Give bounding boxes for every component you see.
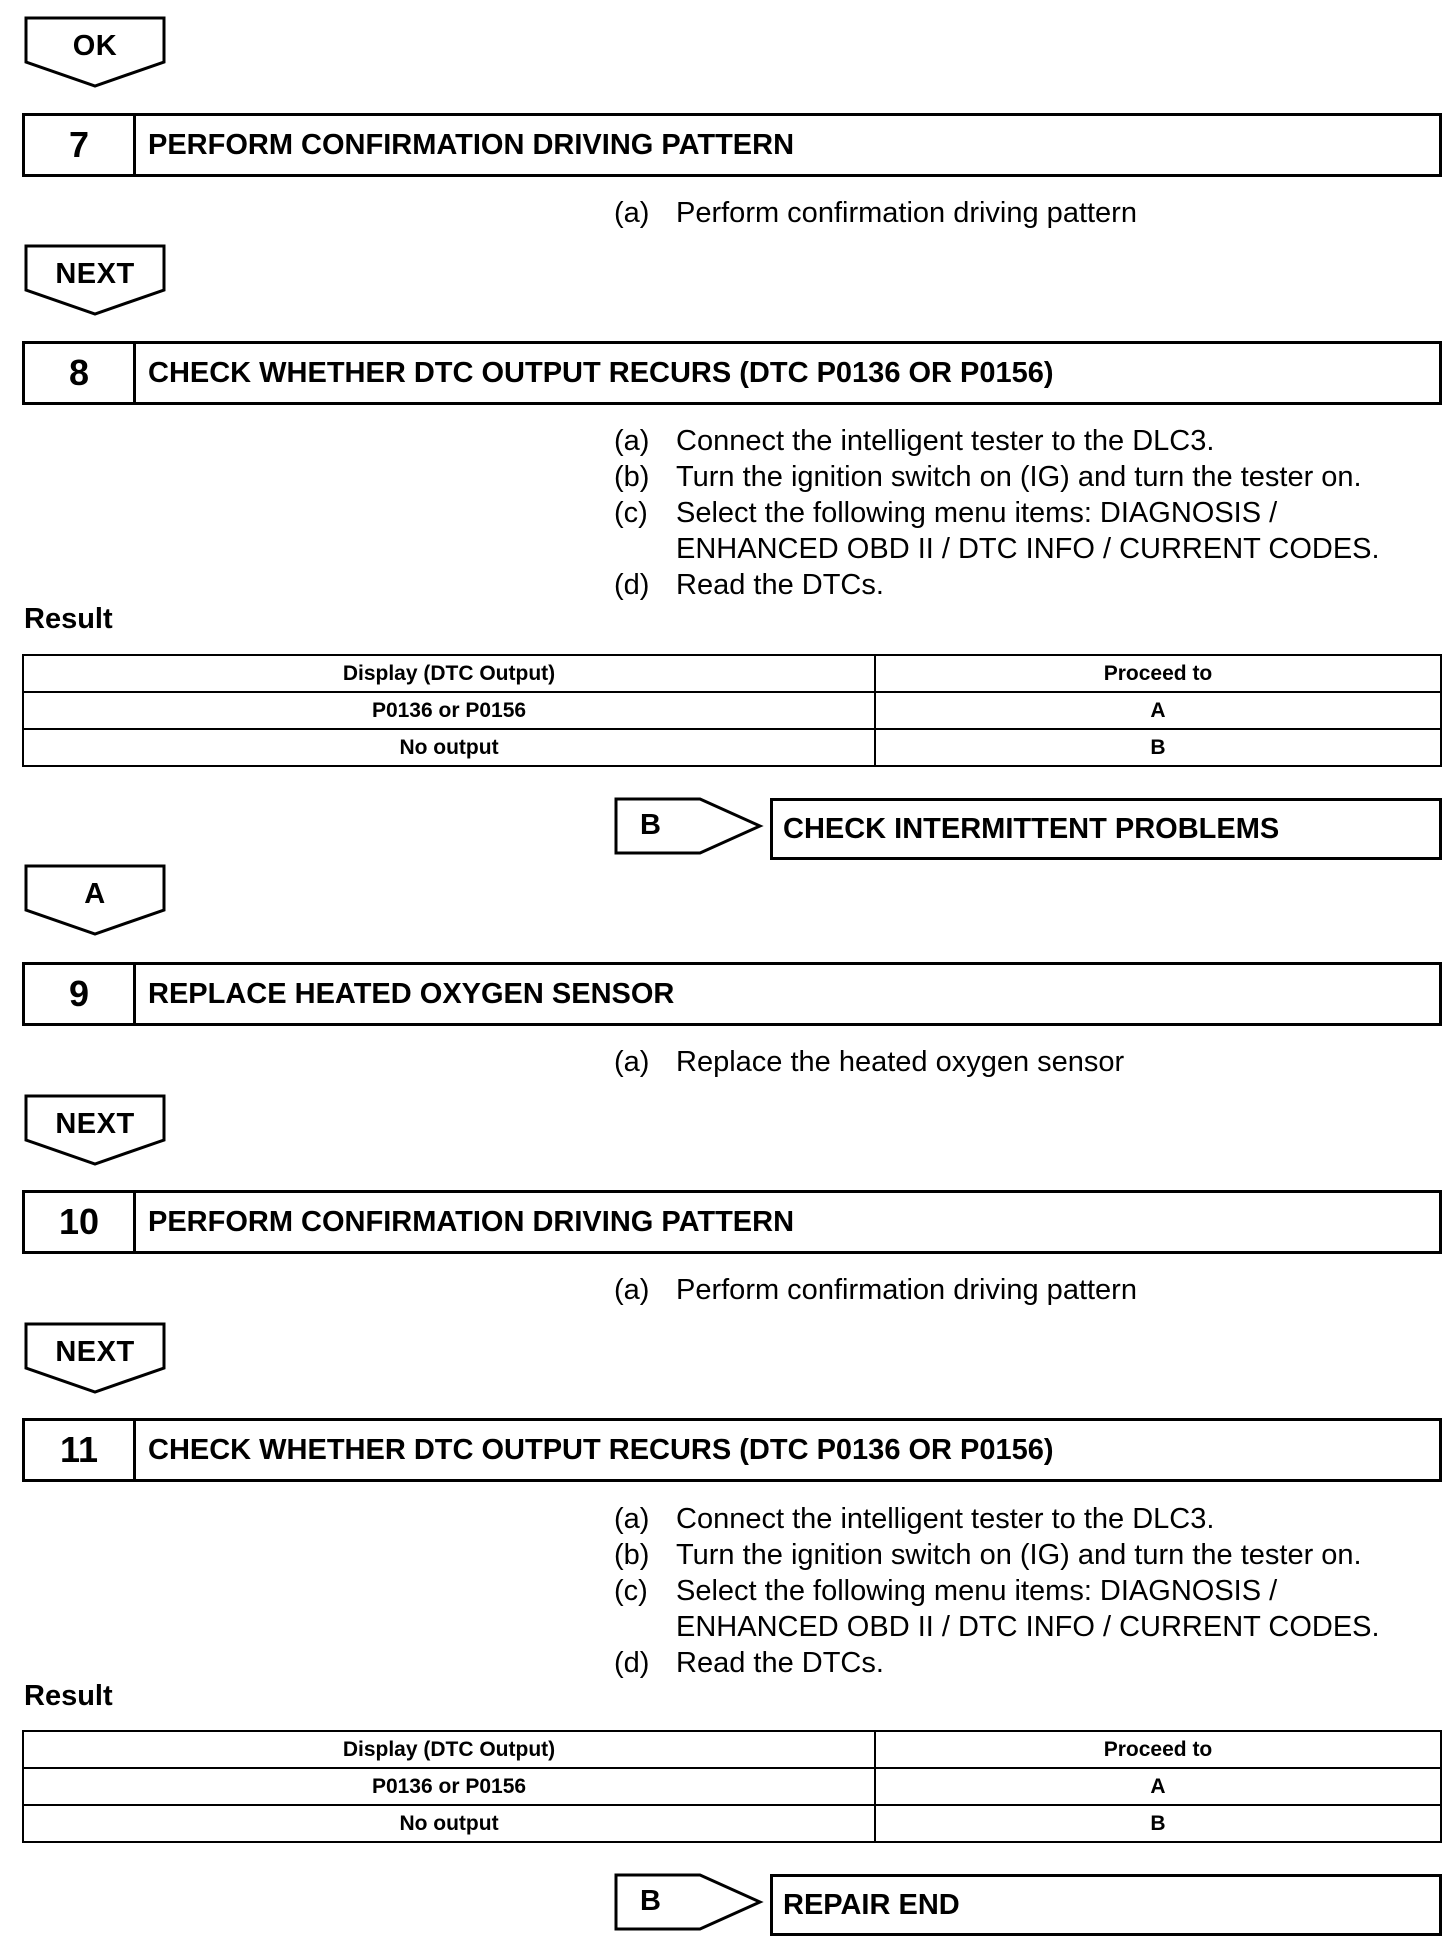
branch-b-label: B [640,809,661,841]
instruction-item: (c) Select the following menu items: DIAGNOSIS / ENHANCED OBD II / DTC INFO / CURRENT CODES. [614,1575,1380,1643]
result-label: Result [24,603,113,635]
step-11-instructions [614,1501,1436,1681]
result-table [22,1730,1442,1843]
table-header-row: Display (DTC Output) Proceed to [23,1731,1441,1768]
a-flow-arrow [24,864,166,936]
step-9-header [22,962,1442,1026]
branch-b-label: B [640,1885,661,1917]
instruction-item: (a) Connect the intelligent tester to the DLC3. [614,1503,1215,1535]
next-flow-arrow [24,244,166,316]
branch-target: CHECK INTERMITTENT PROBLEMS [770,798,1442,860]
step-8-instructions [614,423,1436,603]
branch-b-repair-end [614,1872,1444,1936]
instruction-item: (d) Read the DTCs. [614,569,884,601]
result-label: Result [24,1680,113,1712]
step-number: 7 [25,116,136,174]
instruction-item: (a) Perform confirmation driving pattern [614,1274,1137,1306]
step-title: REPLACE HEATED OXYGEN SENSOR [148,977,675,1010]
instruction-item: (d) Read the DTCs. [614,1647,884,1679]
table-row: P0136 or P0156 A [23,692,1441,729]
step-10-header [22,1190,1442,1254]
table-row: P0136 or P0156 A [23,1768,1441,1805]
next-flow-arrow [24,1322,166,1394]
step-8-header [22,341,1442,405]
a-label: A [84,878,106,910]
next-label: NEXT [55,1336,135,1368]
step-title: CHECK WHETHER DTC OUTPUT RECURS (DTC P0136 OR P0156) [148,356,1054,389]
instruction-item: (a) Connect the intelligent tester to the DLC3. [614,425,1215,457]
step-number: 9 [25,965,136,1023]
instruction-item: (a) Perform confirmation driving pattern [614,197,1137,229]
instruction-item: (b) Turn the ignition switch on (IG) and turn the tester on. [614,1539,1362,1571]
step-number: 8 [25,344,136,402]
instruction-item: (a) Replace the heated oxygen sensor [614,1046,1125,1078]
result-table [22,654,1442,767]
instruction-item: (b) Turn the ignition switch on (IG) and turn the tester on. [614,461,1362,493]
step-7-header [22,113,1442,177]
step-number: 11 [25,1421,136,1479]
step-11-header [22,1418,1442,1482]
table-row: No output B [23,1805,1441,1842]
step-9-instructions [614,1044,1436,1080]
step-title: CHECK WHETHER DTC OUTPUT RECURS (DTC P0136 OR P0156) [148,1433,1054,1466]
branch-target: REPAIR END [770,1874,1442,1936]
instruction-item: (c) Select the following menu items: DIAGNOSIS / ENHANCED OBD II / DTC INFO / CURRENT CODES. [614,497,1380,565]
next-label: NEXT [55,258,135,290]
next-flow-arrow [24,1094,166,1166]
step-10-instructions [614,1272,1436,1308]
ok-label: OK [72,30,118,62]
step-7-instructions [614,195,1436,231]
branch-b-intermittent [614,796,1444,860]
table-header-row: Display (DTC Output) Proceed to [23,655,1441,692]
step-title: PERFORM CONFIRMATION DRIVING PATTERN [148,128,795,161]
step-title: PERFORM CONFIRMATION DRIVING PATTERN [148,1205,795,1238]
next-label: NEXT [55,1108,135,1140]
ok-flow-arrow [24,16,166,88]
step-number: 10 [25,1193,136,1251]
table-row: No output B [23,729,1441,766]
